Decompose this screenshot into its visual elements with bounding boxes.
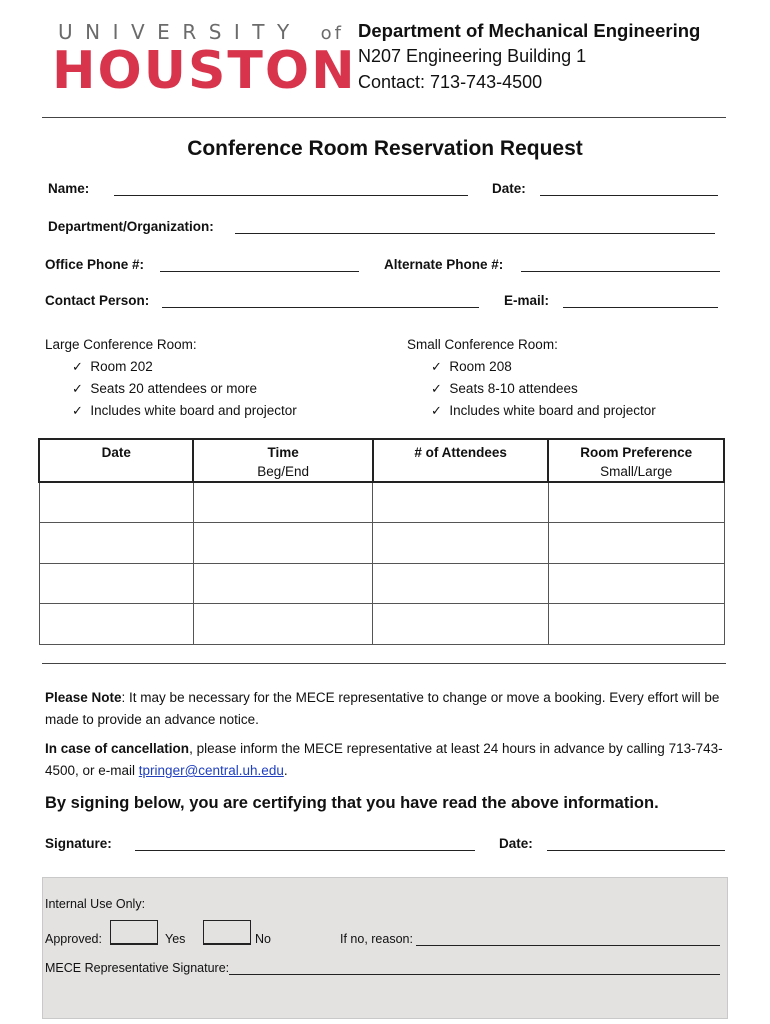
name-label: Name: xyxy=(48,181,90,196)
attendees-cell[interactable] xyxy=(373,482,549,523)
department-name: Department of Mechanical Engineering xyxy=(358,20,701,41)
reason-field[interactable] xyxy=(416,945,720,946)
header-time: Time Beg/End xyxy=(193,439,372,482)
name-field[interactable] xyxy=(114,195,468,196)
department-field[interactable] xyxy=(235,233,715,234)
large-room-item: ✓ Room 202 xyxy=(72,359,153,375)
header-room-preference: Room Preference Small/Large xyxy=(548,439,724,482)
if-no-reason-label: If no, reason: xyxy=(340,932,413,946)
signature-label: Signature: xyxy=(45,836,112,851)
checkmark-icon: ✓ xyxy=(72,382,83,397)
checkmark-icon: ✓ xyxy=(431,360,442,375)
checkmark-icon: ✓ xyxy=(431,382,442,397)
yes-label: Yes xyxy=(165,932,186,946)
no-label: No xyxy=(255,932,271,946)
rep-signature-field[interactable] xyxy=(229,974,720,975)
time-cell[interactable] xyxy=(193,482,372,523)
approved-label: Approved: xyxy=(45,932,102,946)
certify-statement: By signing below, you are certifying that you have read the above information. xyxy=(45,794,659,812)
rep-signature-label: MECE Representative Signature: xyxy=(45,961,230,975)
room-preference-cell[interactable] xyxy=(548,604,724,645)
date-field[interactable] xyxy=(540,195,718,196)
department-label: Department/Organization: xyxy=(48,219,214,234)
form-title: Conference Room Reservation Request xyxy=(187,137,583,160)
checkmark-icon: ✓ xyxy=(431,404,442,419)
room-preference-cell[interactable] xyxy=(548,563,724,604)
reservation-table xyxy=(38,438,725,645)
signature-date-field[interactable] xyxy=(547,850,725,851)
email-link[interactable]: tpringer@central.uh.edu xyxy=(138,763,284,778)
attendees-cell[interactable] xyxy=(373,604,549,645)
table-row xyxy=(39,482,724,523)
large-room-item: ✓ Seats 20 attendees or more xyxy=(72,381,258,397)
contact-person-label: Contact Person: xyxy=(45,293,150,308)
university-logo-top: UNIVERSITY of xyxy=(58,20,344,44)
signature-field[interactable] xyxy=(135,850,475,851)
office-phone-field[interactable] xyxy=(160,271,359,272)
time-cell[interactable] xyxy=(193,604,372,645)
email-field[interactable] xyxy=(563,307,718,308)
header-attendees: # of Attendees xyxy=(373,439,549,482)
checkmark-icon: ✓ xyxy=(72,360,83,375)
attendees-cell[interactable] xyxy=(373,523,549,564)
table-row xyxy=(39,604,724,645)
contact-phone: Contact: 713-743-4500 xyxy=(358,72,543,92)
date-cell[interactable] xyxy=(39,523,193,564)
header-date: Date xyxy=(39,439,193,482)
contact-person-field[interactable] xyxy=(162,307,479,308)
internal-use-title: Internal Use Only: xyxy=(45,897,146,911)
time-cell[interactable] xyxy=(193,563,372,604)
date-cell[interactable] xyxy=(39,482,193,523)
email-label: E-mail: xyxy=(504,293,550,308)
building-address: N207 Engineering Building 1 xyxy=(358,46,587,66)
large-room-item: ✓ Includes white board and projector xyxy=(72,403,297,419)
checkmark-icon: ✓ xyxy=(72,404,83,419)
time-cell[interactable] xyxy=(193,523,372,564)
date-label: Date: xyxy=(492,181,526,196)
date-cell[interactable] xyxy=(39,604,193,645)
alternate-phone-label: Alternate Phone #: xyxy=(384,257,504,272)
small-room-title: Small Conference Room: xyxy=(407,337,558,352)
cancellation-paragraph: In case of cancellation, please inform the MECE representative at least 24 hours in advance by calling 713-743-4500, or e-mail tpringer@central.uh.edu. xyxy=(45,741,723,778)
approved-no-box[interactable] xyxy=(203,920,251,945)
alternate-phone-field[interactable] xyxy=(521,271,720,272)
room-preference-cell[interactable] xyxy=(548,523,724,564)
approved-yes-box[interactable] xyxy=(110,920,158,945)
large-room-title: Large Conference Room: xyxy=(45,337,197,352)
table-header-row xyxy=(39,439,724,482)
signature-date-label: Date: xyxy=(499,836,533,851)
notes-divider xyxy=(42,663,726,664)
small-room-item: ✓ Seats 8-10 attendees xyxy=(431,381,578,397)
table-row xyxy=(39,523,724,564)
please-note-paragraph: Please Note: It may be necessary for the MECE representative to change or move a booking. Every effort will be made to provide an advance notice. xyxy=(45,690,720,727)
university-logo-main: HOUSTON xyxy=(52,41,357,101)
room-preference-cell[interactable] xyxy=(548,482,724,523)
small-room-item: ✓ Includes white board and projector xyxy=(431,403,656,419)
office-phone-label: Office Phone #: xyxy=(45,257,145,272)
date-cell[interactable] xyxy=(39,563,193,604)
header-divider xyxy=(42,117,726,118)
small-room-item: ✓ Room 208 xyxy=(431,359,512,375)
attendees-cell[interactable] xyxy=(373,563,549,604)
logo-of: of xyxy=(320,23,344,44)
table-row xyxy=(39,563,724,604)
